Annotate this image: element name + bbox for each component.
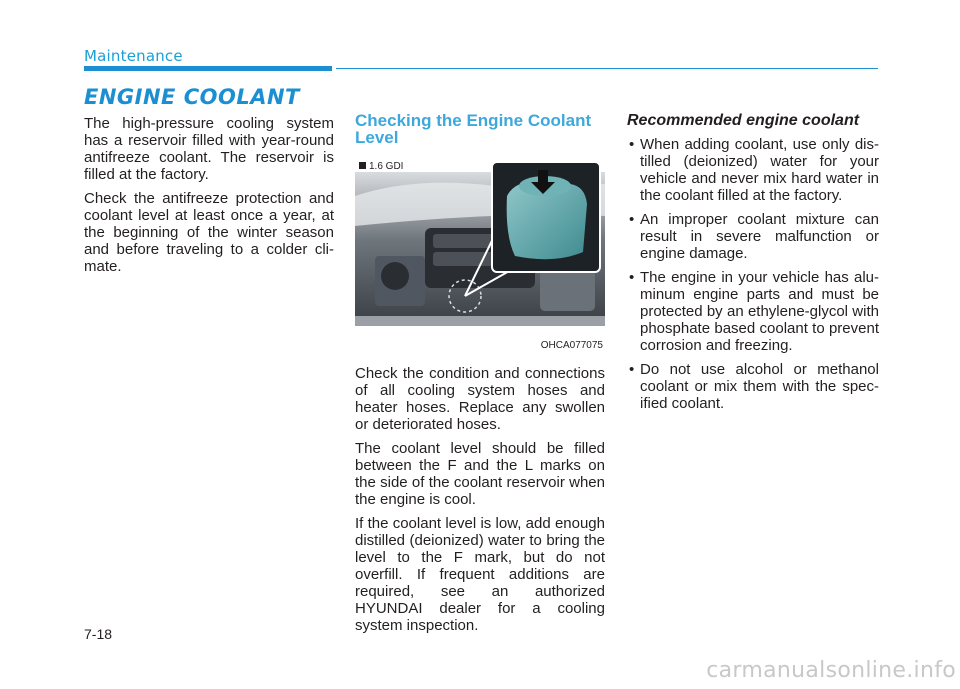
header-rule-thick — [84, 66, 332, 71]
column-left — [84, 115, 334, 282]
watermark: carmanualsonline.info — [706, 658, 956, 683]
list-item: • An improper coolant mixture can result in severe malfunction or engine damage. — [627, 211, 879, 262]
engine-bay-illustration — [355, 156, 605, 356]
page-number: 7-18 — [84, 626, 113, 642]
paragraph: If the coolant level is low, add enough distilled (deionized) water to bring the level to the F mark, but do not overfill. If frequent additions are required, see an authorized HYUNDAI dealer for a cooling system inspection. — [355, 515, 605, 634]
column-right — [627, 112, 879, 419]
figure-tag: 1.6 GDI — [359, 158, 403, 175]
section-heading: Checking the Engine Coolant Level — [355, 111, 592, 147]
page-title: ENGINE COOLANT — [84, 85, 300, 109]
section-heading: Recommended engine coolant — [627, 112, 860, 129]
bullet-list — [627, 136, 879, 412]
list-item: • Do not use alcohol or methanol coolant or mix them with the spec-ified coolant. — [627, 361, 879, 412]
list-item: • The engine in your vehicle has alu-minum engine parts and must be protected by an ethylene-glycol with phosphate based coolant to prevent corrosion and freezing. — [627, 269, 879, 354]
engine-figure — [355, 156, 605, 356]
paragraph: Check the condition and connections of all cooling system hoses and heater hoses. Replace any swollen or deteriorated hoses. — [355, 365, 605, 433]
column-middle — [355, 112, 605, 641]
list-item: • When adding coolant, use only dis-tilled (deionized) water for your vehicle and never mix hard water in the coolant filled at the factory. — [627, 136, 879, 204]
figure-code: OHCA077075 — [540, 340, 603, 351]
section-label: Maintenance — [84, 47, 183, 65]
paragraph: Check the antifreeze protection and coolant level at least once a year, at the beginning of the winter season and before traveling to a colder cli-mate. — [84, 190, 334, 275]
header-rule-thin — [336, 68, 878, 69]
paragraph: The coolant level should be filled between the F and the L marks on the side of the coolant reservoir when the engine is cool. — [355, 440, 605, 508]
paragraph: The high-pressure cooling system has a reservoir filled with year-round antifreeze coolant. The reservoir is filled at the factory. — [84, 115, 334, 183]
